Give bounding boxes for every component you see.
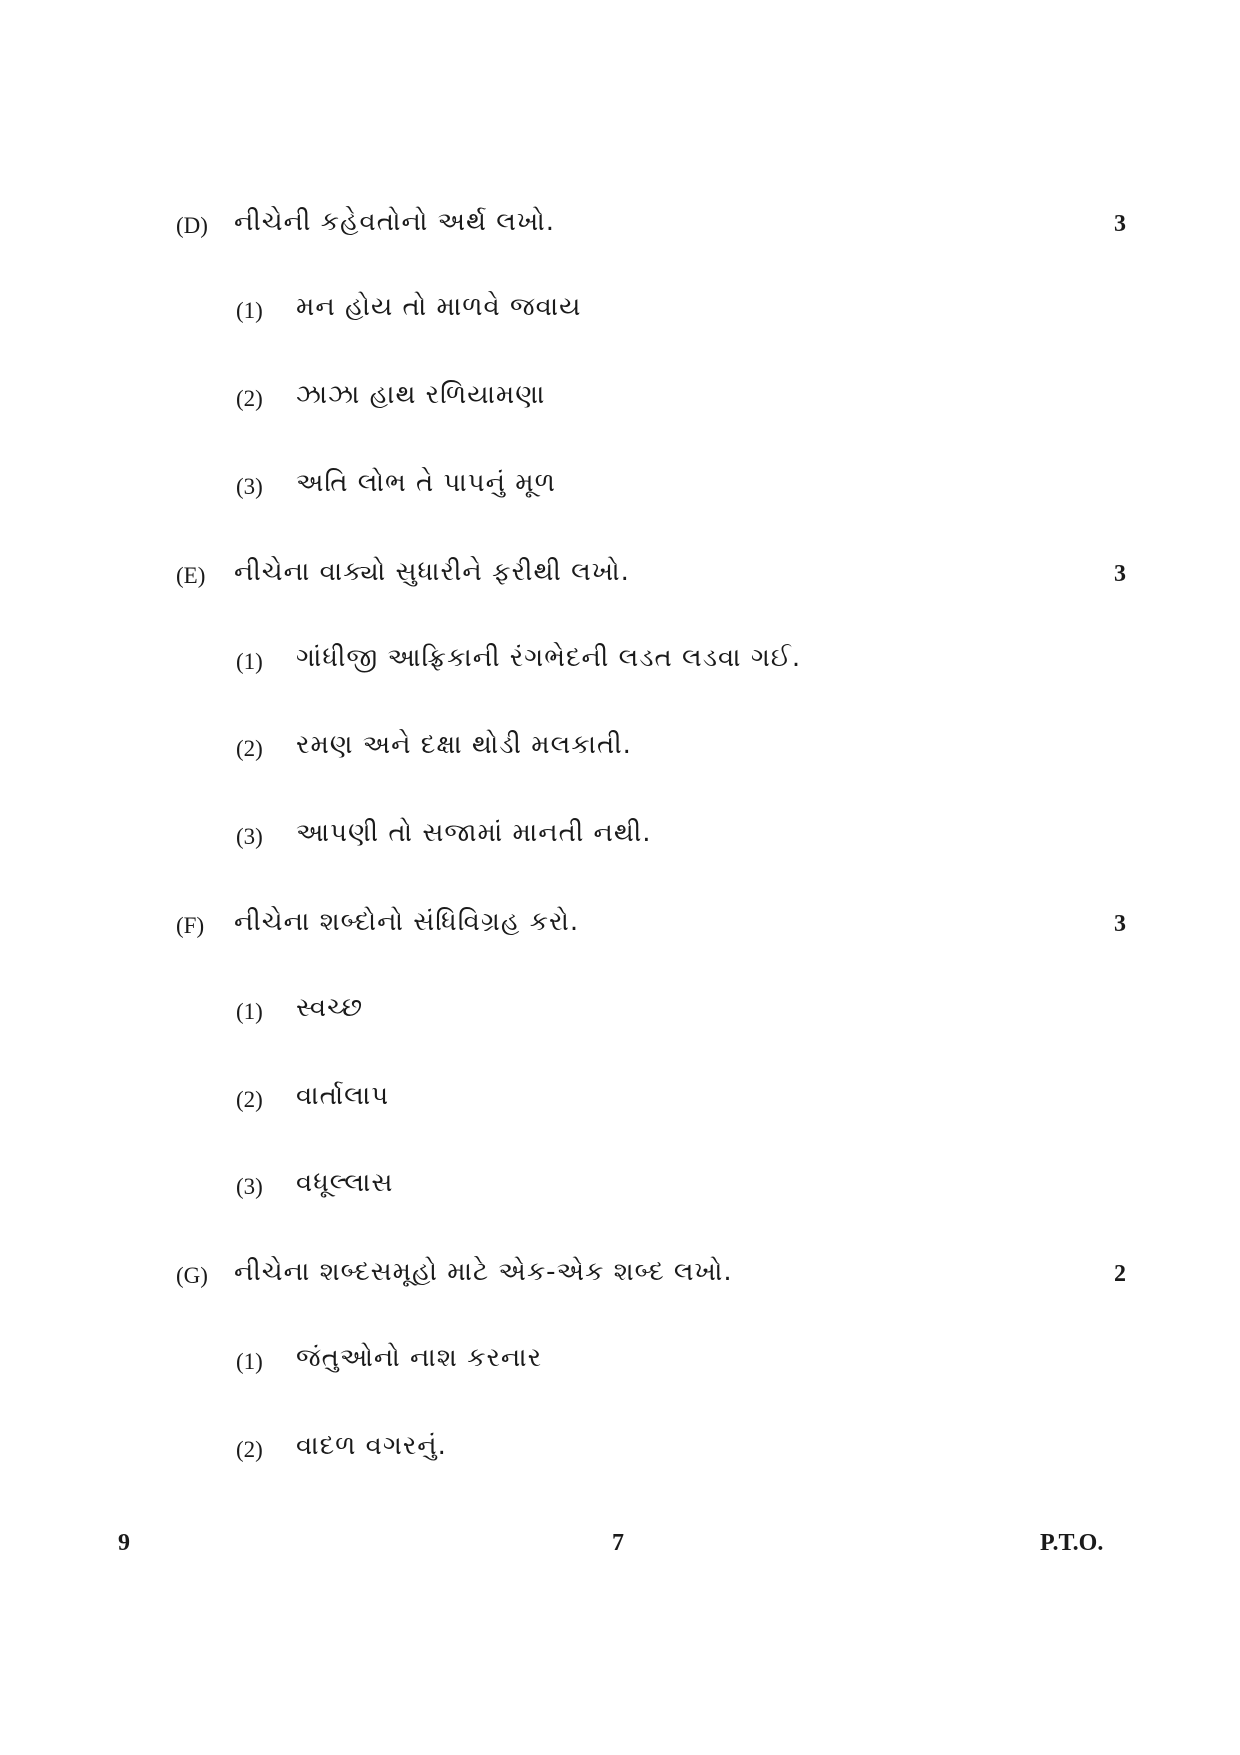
list-item [236,643,1036,683]
question-text: નીચેની કહેવતોનો અર્થ લખો. [234,207,556,237]
item-text: ઝાઝા હાથ રળિયામણા [296,380,546,410]
question-marks: 2 [1114,1261,1126,1287]
item-number: (1) [236,999,263,1024]
item-number: (3) [236,1174,263,1199]
question-g [176,1257,1126,1297]
item-number: (2) [236,736,263,761]
item-number: (3) [236,474,263,499]
item-number: (2) [236,1437,263,1462]
list-item [236,818,1036,858]
question-label: (E) [176,563,206,588]
list-item [236,380,1036,420]
page-number: 7 [612,1530,624,1556]
item-number: (1) [236,649,263,674]
question-d [176,207,1126,247]
question-label: (F) [176,913,205,938]
question-text: નીચેના વાક્યો સુધારીને ફરીથી લખો. [234,557,630,587]
question-f [176,907,1126,947]
question-e [176,557,1126,597]
item-text: વાર્તાલાપ [296,1081,390,1111]
item-text: અતિ લોભ તે પાપનું મૂળ [296,468,556,498]
item-number: (2) [236,386,263,411]
item-text: સ્વચ્છ [296,993,364,1023]
question-label: (G) [176,1263,208,1288]
item-number: (2) [236,1087,263,1112]
list-item [236,292,1036,332]
list-item [236,1343,1036,1383]
question-text: નીચેના શબ્દોનો સંધિવિગ્રહ કરો. [234,907,580,937]
list-item [236,468,1036,508]
paper-code: 9 [118,1530,130,1556]
item-number: (1) [236,298,263,323]
item-text: જંતુઓનો નાશ કરનાર [296,1343,543,1373]
item-text: રમણ અને દક્ષા થોડી મલકાતી. [296,730,632,760]
item-text: આપણી તો સજામાં માનતી નથી. [296,818,652,848]
question-marks: 3 [1114,211,1126,237]
question-marks: 3 [1114,911,1126,937]
list-item [236,1081,1036,1121]
question-text: નીચેના શબ્દસમૂહો માટે એક-એક શબ્દ લખો. [234,1257,733,1287]
item-number: (1) [236,1349,263,1374]
item-number: (3) [236,824,263,849]
item-text: વધૂલ્લાસ [296,1168,394,1198]
question-label: (D) [176,213,208,238]
item-text: મન હોય તો માળવે જવાય [296,292,582,322]
list-item [236,1431,1036,1471]
please-turn-over: P.T.O. [1040,1530,1104,1556]
list-item [236,993,1036,1033]
list-item [236,1168,1036,1208]
item-text: ગાંધીજી આફ્રિકાની રંગભેદની લડત લડવા ગઈ. [296,643,802,673]
question-marks: 3 [1114,561,1126,587]
item-text: વાદળ વગરનું. [296,1431,447,1461]
list-item [236,730,1036,770]
